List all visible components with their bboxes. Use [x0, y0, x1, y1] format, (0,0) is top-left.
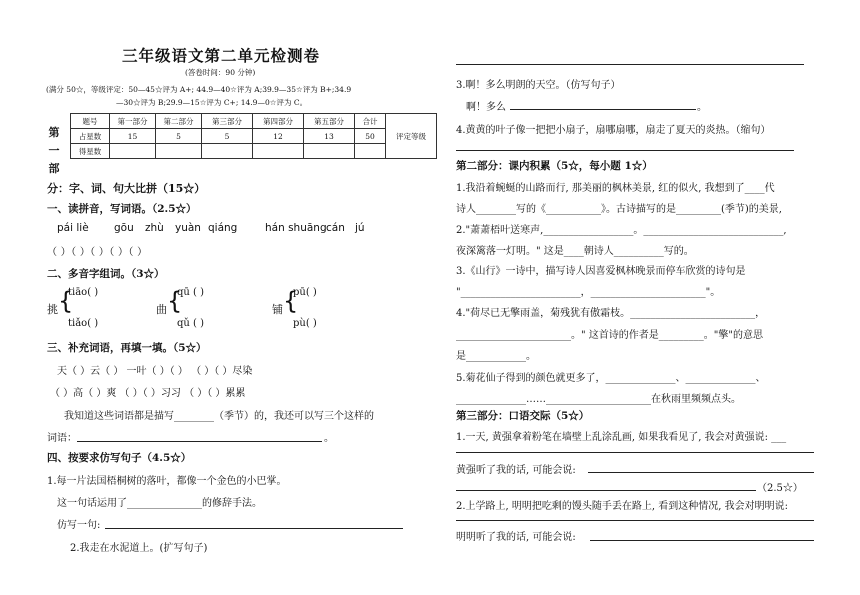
polyphone-char-3: 铺	[272, 303, 283, 316]
table-header: 第二部分	[156, 114, 202, 129]
answer-line[interactable]	[77, 441, 322, 442]
grading-line-2: —30☆评为 B;29.9—15☆评为 C+; 14.9—0☆评为 C。	[116, 98, 308, 107]
score-table-header-row	[71, 114, 437, 129]
period: 。	[324, 433, 334, 444]
section3-heading: 三、补充词语，再填一填。（5☆）	[47, 342, 207, 354]
pinyin-4: yuàn	[175, 222, 201, 234]
part2-q5-line1[interactable]: 5.菊花仙子得到的颜色就更多了，______________、______________、	[456, 373, 766, 384]
right-q3: 3.啊！多么明朗的天空。（仿写句子）	[456, 80, 621, 91]
table-header: 合计	[355, 114, 386, 129]
part3-q2: 2.上学路上, 明明把吃剩的馒头随手丢在路上, 看到这种情况, 我会对明明说:	[456, 501, 788, 512]
part3-q1: 1.一天, 黄强拿着粉笔在墙壁上乱涂乱画, 如果我看见了, 我会对黄强说: ___	[456, 432, 787, 443]
pinyin-8: jú	[355, 222, 365, 234]
part2-q3-line2[interactable]: "________________________，_______________________"。	[456, 287, 721, 298]
table-cell: 12	[253, 129, 304, 144]
score-table	[70, 113, 437, 159]
right-q4: 4.黄黄的叶子像一把把小扇子，扇哪扇哪，扇走了夏天的炎热。（缩句）	[456, 125, 771, 136]
time-note: (答卷时间：90 分钟)	[185, 68, 256, 77]
table-row	[71, 144, 437, 159]
part2-q1-line2[interactable]: 诗人________写的《___________》。古诗描写的是_________(季节)的美景,	[456, 204, 782, 215]
part2-q4-line1[interactable]: 4."荷尽已无擎雨盖，菊残犹有傲霜枝。_________________________，	[456, 308, 766, 319]
polyphone-char-2: 曲	[156, 303, 167, 316]
table-cell: 5	[156, 129, 202, 144]
left-brace-icon: {	[58, 287, 74, 315]
polyphone-3-top[interactable]: pū( )	[293, 287, 317, 298]
part2-heading: 第二部分：课内积累（5☆，每小题 1☆）	[456, 160, 653, 172]
table-cell: 15	[110, 129, 156, 144]
answer-line[interactable]	[456, 150, 794, 151]
part1-side-label: 第 一 部	[48, 126, 60, 175]
answer-line[interactable]	[105, 528, 403, 529]
part2-q5-line2[interactable]: ______________……_____________________在秋雨里频频点头。	[456, 394, 741, 405]
pinyin-2: gōu	[114, 222, 134, 234]
section4-heading: 四、按要求仿写句子（4.5☆）	[47, 452, 192, 464]
polyphone-1-bottom[interactable]: tiǎo( )	[68, 318, 99, 329]
score-input-cell[interactable]	[253, 144, 304, 159]
table-header: 评定等级	[386, 114, 437, 159]
polyphone-1-top[interactable]: tiāo( )	[68, 287, 99, 298]
part2-q4-line2[interactable]: _______________________。" 这首诗的作者是_________。"擎"的意思	[456, 330, 763, 341]
answer-line[interactable]	[588, 472, 814, 473]
part2-q2-line1[interactable]: 2."萧萧梧叶送寒声,__________________。____________________________,	[456, 225, 787, 236]
sentence-q2: 2.我走在水泥道上。(扩写句子)	[70, 543, 208, 554]
polyphone-char-1: 挑	[47, 303, 58, 316]
part3-q1-score: （2.5☆）	[757, 483, 803, 494]
page-title: 三年级语文第二单元检测卷	[122, 47, 321, 65]
grading-line-1: (满分 50☆，等级评定：50—45☆评为 A+; 44.9—40☆评为 A;39.9—35☆评为 B+;34.9	[46, 85, 352, 94]
table-header: 第四部分	[253, 114, 304, 129]
score-input-cell[interactable]	[202, 144, 253, 159]
pinyin-7: cán	[326, 222, 345, 234]
part3-q2-reply-label: 明明听了我的话, 可能会说:	[456, 532, 576, 543]
pinyin-1: pái liè	[57, 222, 89, 234]
pinyin-6: hán shuāng	[265, 222, 327, 234]
table-cell: 5	[202, 129, 253, 144]
part2-q4-line3[interactable]: 是____________。	[456, 351, 536, 362]
answer-line[interactable]	[456, 490, 756, 491]
words-label: 词语：	[47, 433, 77, 444]
pinyin-5: qiáng	[208, 222, 238, 234]
row-label: 占星数	[71, 129, 110, 144]
section2-heading: 二、多音字组词。（3☆）	[47, 268, 165, 280]
pinyin-answer-blanks[interactable]: （ ）（ ）（ ）（ ）（ ）	[47, 247, 148, 258]
left-brace-icon: {	[283, 287, 299, 315]
answer-line[interactable]	[510, 109, 696, 110]
score-input-cell[interactable]	[156, 144, 202, 159]
polyphone-3-bottom[interactable]: pù( )	[293, 318, 317, 329]
table-cell: 13	[304, 129, 355, 144]
part3-heading: 第三部分：口语交际（5☆）	[456, 410, 590, 422]
table-row	[71, 129, 437, 144]
answer-line[interactable]	[590, 540, 814, 541]
part2-q3-line1: 3.《山行》一诗中，描写诗人因喜爱枫林晚景而停车欣赏的诗句是	[456, 266, 746, 277]
right-q3-prompt: 啊！多么	[466, 102, 506, 113]
table-header: 第五部分	[304, 114, 355, 129]
answer-line[interactable]	[456, 452, 814, 453]
sentence-q1: 1.每一片法国梧桐树的落叶，都像一个金色的小巴掌。	[47, 476, 287, 487]
part2-q1-line1[interactable]: 1.我沿着蜿蜒的山路而行, 那美丽的枫林美景, 红的似火, 我想到了____代	[456, 183, 775, 194]
pinyin-3: zhù	[145, 222, 164, 234]
table-cell: 50	[355, 129, 386, 144]
score-input-cell[interactable]	[304, 144, 355, 159]
rhetoric-question[interactable]: 这一句话运用了_______________的修辞手法。	[57, 498, 262, 509]
table-header: 第一部分	[110, 114, 156, 129]
score-input-cell[interactable]	[355, 144, 386, 159]
answer-line[interactable]	[456, 520, 814, 521]
imitate-label: 仿写一句:	[57, 520, 101, 531]
table-header: 第三部分	[202, 114, 253, 129]
answer-line[interactable]	[456, 64, 804, 65]
period: 。	[697, 102, 707, 113]
idiom-row-2[interactable]: （ ）高（ ）爽 （ ）（ ）习习 （ ）（ ）累累	[50, 388, 246, 399]
left-brace-icon: {	[167, 287, 183, 315]
polyphone-2-top[interactable]: qū ( )	[177, 287, 205, 298]
idiom-row-1[interactable]: 天（ ）云（ ） 一叶（ ）（ ） （ ）（ ）尽染	[57, 366, 253, 377]
part3-q1-reply-label: 黄强听了我的话, 可能会说:	[456, 465, 576, 476]
section1-heading: 一、读拼音，写词语。（2.5☆）	[47, 203, 197, 215]
score-input-cell[interactable]	[110, 144, 156, 159]
part2-q2-line2[interactable]: 夜深篱落一灯明。" 这是____朝诗人__________写的。	[456, 246, 694, 257]
polyphone-2-bottom[interactable]: qǔ ( )	[177, 318, 205, 329]
season-question: 我知道这些词语都是描写________（季节）的，我还可以写三个这样的	[64, 411, 374, 422]
table-header: 题号	[71, 114, 110, 129]
row-label: 得星数	[71, 144, 110, 159]
part1-heading: 分：字、词、句大比拼（15☆）	[47, 182, 206, 195]
